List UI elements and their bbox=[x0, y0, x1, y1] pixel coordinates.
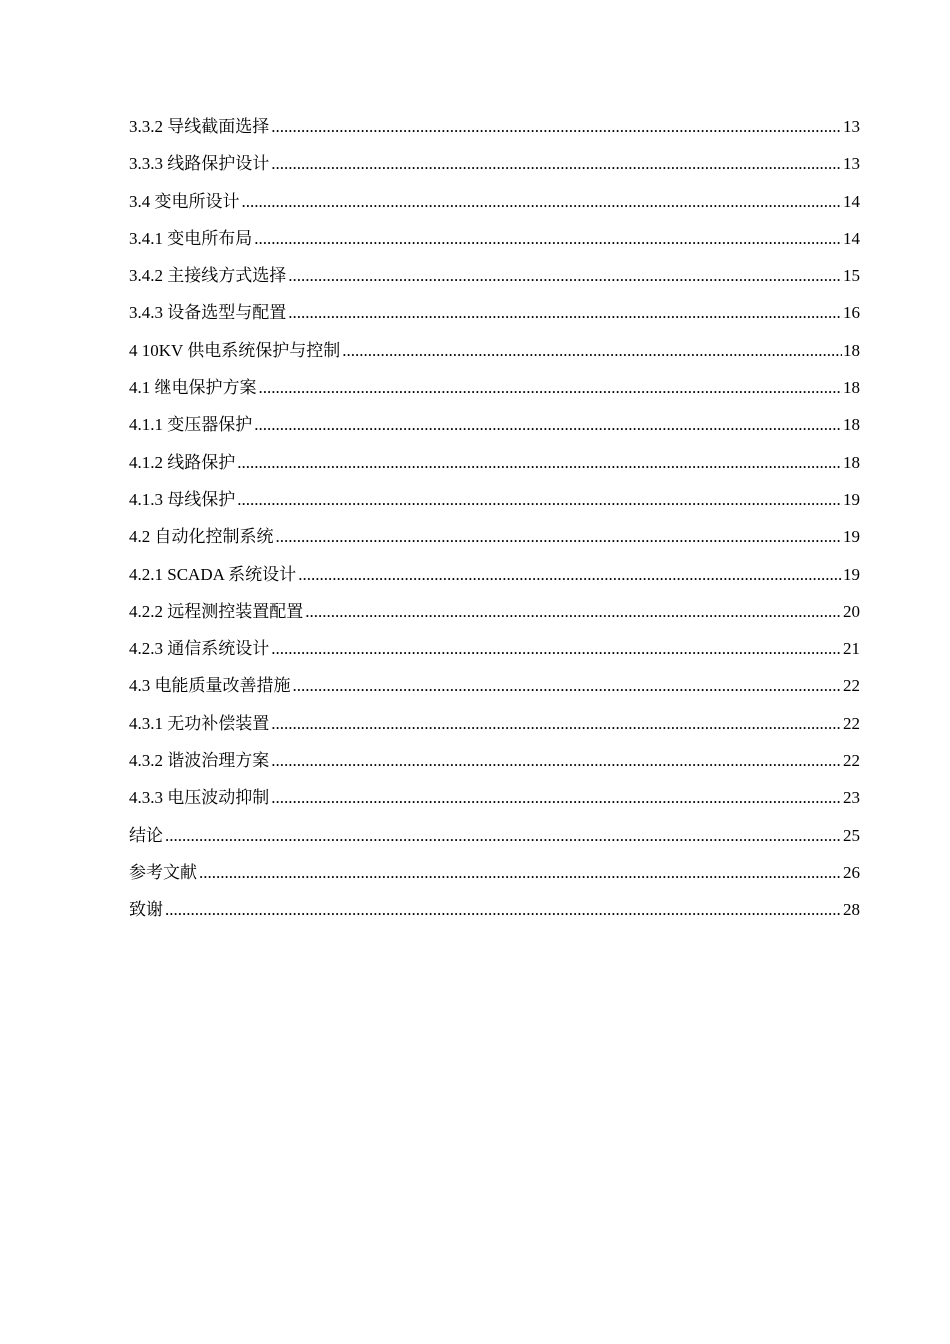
toc-entry-page-number: 13 bbox=[843, 154, 860, 174]
toc-entry-title: 3.3.3 线路保护设计 bbox=[129, 154, 270, 174]
toc-entry-title: 参考文献 bbox=[129, 862, 197, 882]
toc-entry-page-number: 16 bbox=[843, 303, 860, 323]
toc-entry-title: 4.3.3 电压波动抑制 bbox=[129, 788, 270, 808]
toc-dot-leader bbox=[271, 145, 842, 182]
toc-dot-leader bbox=[271, 630, 842, 667]
toc-dot-leader bbox=[305, 593, 842, 630]
toc-entry[interactable] bbox=[129, 257, 860, 294]
toc-dot-leader bbox=[254, 220, 842, 257]
toc-entry-title: 结论 bbox=[129, 825, 163, 845]
toc-entry-title: 4.1.2 线路保护 bbox=[129, 452, 236, 472]
toc-entry[interactable] bbox=[129, 108, 860, 145]
toc-entry-title: 3.4.1 变电所布局 bbox=[129, 228, 253, 248]
toc-entry-page-number: 25 bbox=[843, 825, 860, 845]
toc-entry-page-number: 23 bbox=[843, 788, 860, 808]
toc-entry[interactable] bbox=[129, 891, 860, 928]
toc-dot-leader bbox=[271, 742, 842, 779]
toc-entry-title: 4.1 继电保护方案 bbox=[129, 378, 257, 398]
toc-entry-page-number: 22 bbox=[843, 676, 860, 696]
toc-dot-leader bbox=[242, 183, 843, 220]
toc-entry[interactable] bbox=[129, 145, 860, 182]
toc-entry-page-number: 19 bbox=[843, 489, 860, 509]
toc-entry-page-number: 18 bbox=[843, 415, 860, 435]
toc-entry-page-number: 14 bbox=[843, 228, 860, 248]
toc-dot-leader bbox=[165, 817, 842, 854]
toc-entry[interactable] bbox=[129, 779, 860, 816]
toc-entry[interactable] bbox=[129, 481, 860, 518]
toc-entry[interactable] bbox=[129, 294, 860, 331]
toc-dot-leader bbox=[288, 257, 842, 294]
toc-entry-page-number: 15 bbox=[843, 266, 860, 286]
toc-dot-leader bbox=[237, 481, 842, 518]
toc-entry[interactable] bbox=[129, 630, 860, 667]
toc-entry[interactable] bbox=[129, 183, 860, 220]
toc-entry-page-number: 22 bbox=[843, 713, 860, 733]
toc-dot-leader bbox=[199, 854, 842, 891]
toc-entry-title: 4.2.3 通信系统设计 bbox=[129, 639, 270, 659]
toc-entry-title: 4.1.3 母线保护 bbox=[129, 489, 236, 509]
toc-entry-title: 4.3.2 谐波治理方案 bbox=[129, 751, 270, 771]
toc-entry-page-number: 22 bbox=[843, 751, 860, 771]
toc-entry-title: 致谢 bbox=[129, 900, 163, 920]
toc-entry-title: 4.2.1 SCADA 系统设计 bbox=[129, 564, 297, 584]
toc-entry-page-number: 21 bbox=[843, 639, 860, 659]
toc-dot-leader bbox=[259, 369, 843, 406]
toc-entry[interactable] bbox=[129, 705, 860, 742]
toc-dot-leader bbox=[293, 667, 843, 704]
toc-entry-page-number: 18 bbox=[843, 452, 860, 472]
toc-entry[interactable] bbox=[129, 742, 860, 779]
toc-dot-leader bbox=[271, 108, 842, 145]
toc-entry[interactable] bbox=[129, 817, 860, 854]
toc-dot-leader bbox=[271, 705, 842, 742]
toc-entry-title: 4.2.2 远程测控装置配置 bbox=[129, 601, 304, 621]
toc-entry-page-number: 26 bbox=[843, 862, 860, 882]
toc-entry-page-number: 18 bbox=[843, 340, 860, 360]
toc-entry-page-number: 19 bbox=[843, 564, 860, 584]
toc-entry-page-number: 20 bbox=[843, 601, 860, 621]
toc-entry[interactable] bbox=[129, 332, 860, 369]
toc-entry[interactable] bbox=[129, 518, 860, 555]
toc-entry-title: 3.4.3 设备选型与配置 bbox=[129, 303, 287, 323]
toc-dot-leader bbox=[237, 444, 842, 481]
toc-entry[interactable] bbox=[129, 369, 860, 406]
toc-dot-leader bbox=[288, 294, 842, 331]
toc-entry[interactable] bbox=[129, 556, 860, 593]
toc-dot-leader bbox=[165, 891, 842, 928]
toc-entry-page-number: 18 bbox=[843, 378, 860, 398]
toc-dot-leader bbox=[298, 556, 842, 593]
toc-entry-title: 4.1.1 变压器保护 bbox=[129, 415, 253, 435]
toc-dot-leader bbox=[271, 779, 842, 816]
toc-dot-leader bbox=[276, 518, 843, 555]
toc-entry-title: 4.3 电能质量改善措施 bbox=[129, 676, 291, 696]
toc-entry[interactable] bbox=[129, 593, 860, 630]
toc-entry-page-number: 19 bbox=[843, 527, 860, 547]
toc-entry-title: 4.2 自动化控制系统 bbox=[129, 527, 274, 547]
toc-entry[interactable] bbox=[129, 854, 860, 891]
toc-entry-title: 3.4 变电所设计 bbox=[129, 191, 240, 211]
toc-entry[interactable] bbox=[129, 444, 860, 481]
toc-dot-leader bbox=[342, 332, 842, 369]
toc-entry-title: 4.3.1 无功补偿装置 bbox=[129, 713, 270, 733]
toc-entry-title: 3.4.2 主接线方式选择 bbox=[129, 266, 287, 286]
toc-entry[interactable] bbox=[129, 220, 860, 257]
toc-dot-leader bbox=[254, 406, 842, 443]
toc-entry[interactable] bbox=[129, 406, 860, 443]
table-of-contents bbox=[129, 108, 860, 929]
toc-entry-page-number: 14 bbox=[843, 191, 860, 211]
toc-entry-page-number: 13 bbox=[843, 117, 860, 136]
toc-entry-title: 4 10KV 供电系统保护与控制 bbox=[129, 340, 341, 360]
toc-entry[interactable] bbox=[129, 667, 860, 704]
toc-entry-title: 3.3.2 导线截面选择 bbox=[129, 117, 270, 136]
toc-entry-page-number: 28 bbox=[843, 900, 860, 920]
